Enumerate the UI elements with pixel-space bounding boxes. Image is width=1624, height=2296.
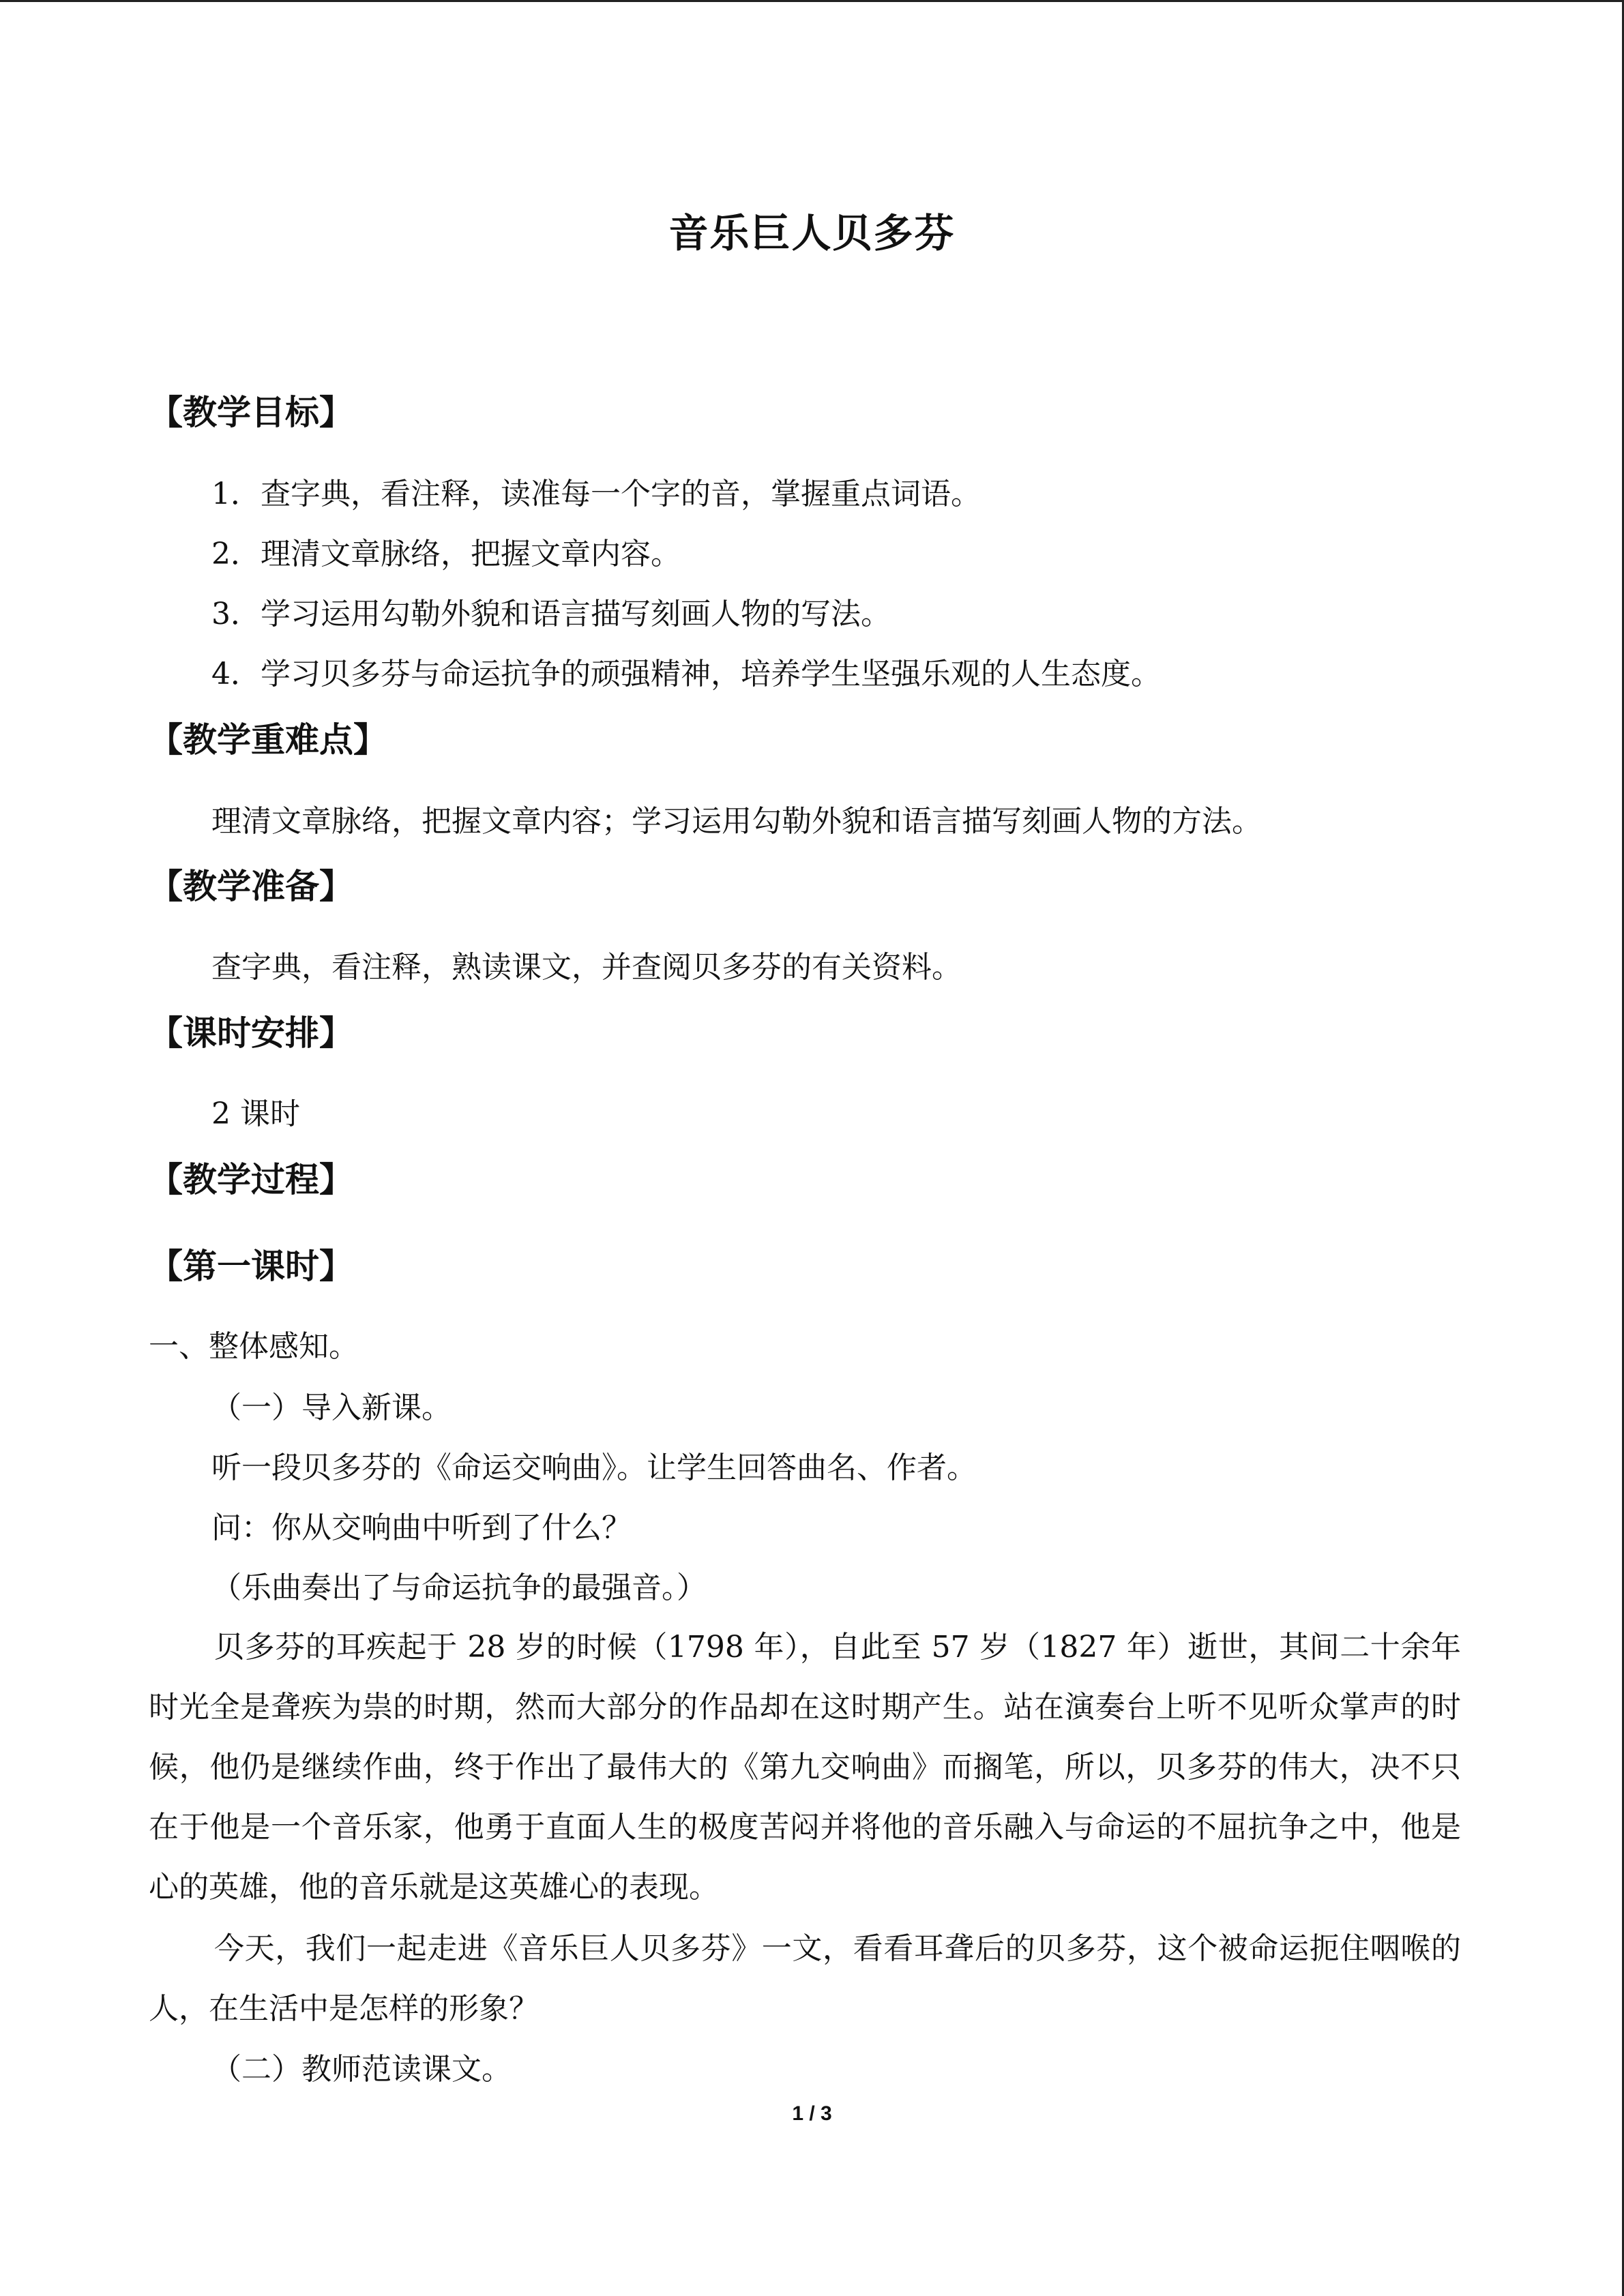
lesson-line-3: （乐曲奏出了与命运抗争的最强音。） bbox=[211, 1570, 707, 1605]
sub1-title: （一）导入新课。 bbox=[211, 1390, 452, 1425]
part1-title: 一、整体感知。 bbox=[149, 1329, 359, 1364]
lesson-line-2: 问：你从交响曲中听到了什么？ bbox=[211, 1510, 632, 1545]
preparation-text: 查字典，看注释，熟读课文，并查阅贝多芬的有关资料。 bbox=[211, 950, 962, 985]
heading-first-lesson: 【第一课时】 bbox=[149, 1247, 353, 1286]
objective-item-2: 2．理清文章脉络，把握文章内容。 bbox=[211, 537, 681, 571]
heading-process: 【教学过程】 bbox=[149, 1160, 353, 1199]
page-number: 1 / 3 bbox=[792, 2102, 832, 2125]
key-points-text: 理清文章脉络，把握文章内容；学习运用勾勒外貌和语言描写刻画人物的方法。 bbox=[211, 804, 1262, 839]
sub2-title: （二）教师范读课文。 bbox=[211, 2052, 512, 2087]
objective-item-1: 1．查字典，看注释，读准每一个字的音，掌握重点词语。 bbox=[211, 477, 981, 511]
heading-objectives: 【教学目标】 bbox=[149, 393, 353, 432]
lesson-line-1: 听一段贝多芬的《命运交响曲》。让学生回答曲名、作者。 bbox=[211, 1450, 977, 1485]
lesson-paragraph-1: 贝多芬的耳疾起于 28 岁的时候（1798 年），自此至 57 岁（1827 年）逝世，其间二十余年时光全是聋疾为祟的时期，然而大部分的作品却在这时期产生。站在演奏台上听不见听众掌声的时候，他仍是继续作曲，终于作出了最伟大的《第九交响曲》而搁笔，所以，贝多芬的伟大，决不只在于他是一个音乐家，他勇于直面人生的极度苦闷并将他的音乐融入与命运的不屈抗争之中，他是心的英雄，他的音乐就是这英雄心的表现。 bbox=[149, 1630, 1461, 1905]
schedule-text: 2 课时 bbox=[211, 1097, 300, 1131]
document-title: 音乐巨人贝多芬 bbox=[668, 210, 956, 256]
heading-preparation: 【教学准备】 bbox=[149, 867, 353, 906]
heading-key-points: 【教学重难点】 bbox=[149, 720, 387, 760]
lesson-paragraph-2: 今天，我们一起走进《音乐巨人贝多芬》一文，看看耳聋后的贝多芬，这个被命运扼住咽喉的人，在生活中是怎样的形象？ bbox=[149, 1931, 1461, 2026]
objective-item-4: 4．学习贝多芬与命运抗争的顽强精神，培养学生坚强乐观的人生态度。 bbox=[211, 657, 1161, 691]
heading-schedule: 【课时安排】 bbox=[149, 1013, 353, 1053]
objective-item-3: 3．学习运用勾勒外貌和语言描写刻画人物的写法。 bbox=[211, 597, 891, 631]
